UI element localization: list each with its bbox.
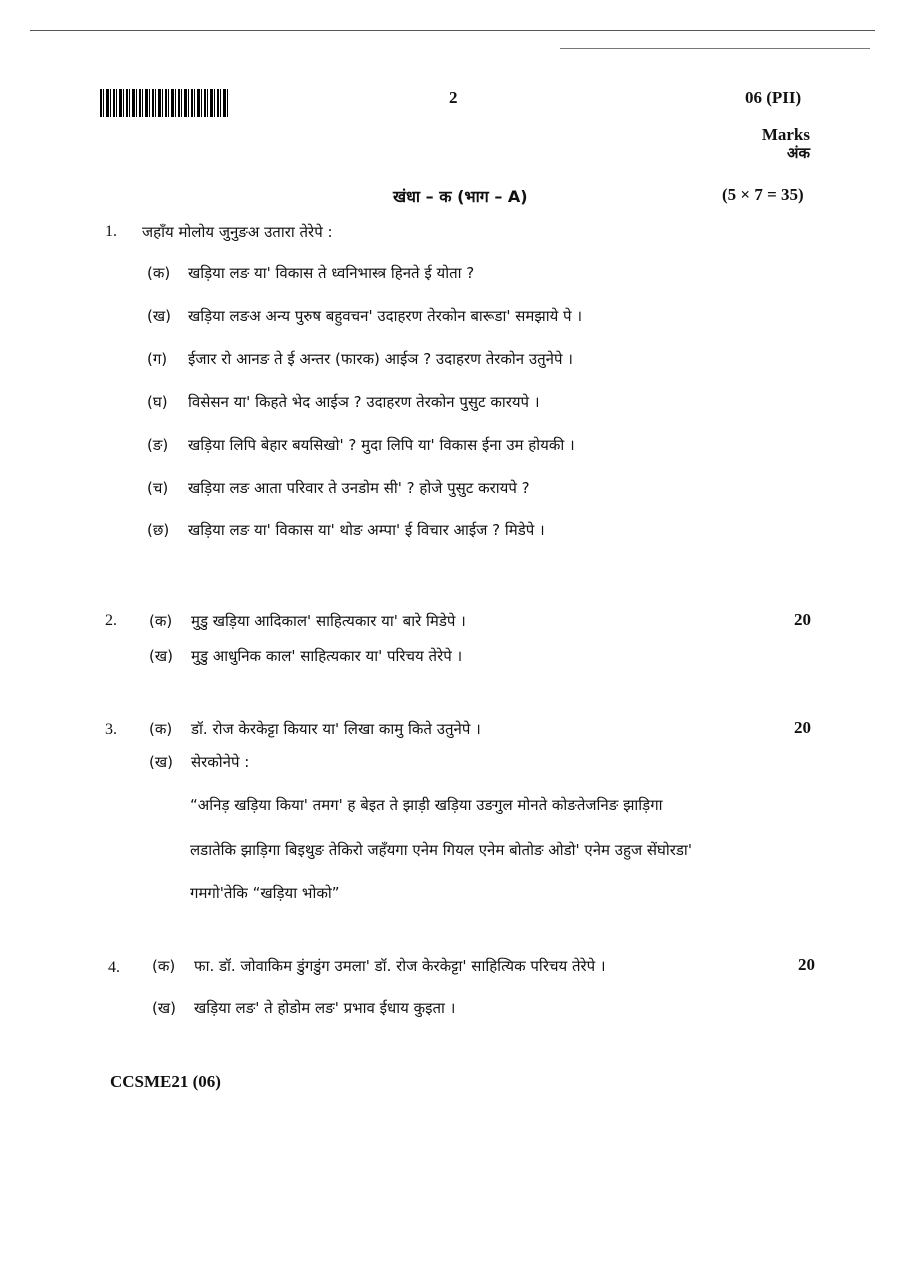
q2-item-text: मुडु खड़िया आदिकाल' साहित्यकार या' बारे मिडेपे ।: [191, 612, 466, 630]
q1-item-label: (ग): [147, 350, 168, 368]
q1-item-label: (ङ): [147, 436, 169, 454]
q1-number: 1.: [105, 223, 117, 240]
quote-line: “अनिड़ खड़िया किया' तमग' ह बेइत ते झाड़ी खड़िया उङगुल मोनते कोङतेजनिङ झाड़िगा: [190, 796, 663, 814]
q1-item-label: (च): [147, 479, 169, 497]
q1-item-text: विसेसन या' किहते भेद आईञ ? उदाहरण तेरकोन पुसुट कारयपे ।: [188, 393, 540, 411]
q3-item-label: (क): [149, 720, 173, 738]
top-rule: [30, 30, 875, 31]
q1-item-text: ईजार रो आनङ ते ई अन्तर (फारक) आईञ ? उदाहरण तेरकोन उतुनेपे ।: [188, 350, 573, 368]
q3-item-text: सेरकोनेपे :: [191, 753, 250, 771]
footer-code: CCSME21 (06): [110, 1072, 221, 1091]
q1-item-text: खड़िया लङ आता परिवार ते उनडोम सी' ? होजे पुसुट करायपे ?: [188, 479, 530, 497]
q2-marks: 20: [794, 610, 811, 629]
paper-code: 06 (PII): [745, 88, 802, 107]
marks-heading: [757, 125, 810, 163]
q3-number: 3.: [105, 721, 117, 738]
page-number: 2: [449, 88, 458, 107]
marks-label-hi: अंक: [787, 144, 810, 162]
q1-item-text: खड़िया लङ या' विकास या' थोङ अम्पा' ई विचार आईज ? मिडेपे ।: [188, 521, 545, 539]
q3-item-text: डॉ. रोज केरकेट्टा कियार या' लिखा कामु किते उतुनेपे ।: [191, 720, 481, 738]
q2-item-label: (क): [149, 612, 173, 630]
section-title: खंधा – क (भाग – A): [393, 187, 528, 206]
q4-item-label: (क): [152, 957, 176, 975]
q2-item-text: मुडु आधुनिक काल' साहित्यकार या' परिचय तेरेपे ।: [191, 647, 463, 665]
q1-item-label: (छ): [147, 521, 170, 539]
q3-item-label: (ख): [149, 753, 173, 771]
q4-number: 4.: [108, 959, 120, 976]
q4-item-text: फा. डॉ. जोवाकिम डुंगडुंग उमला' डॉ. रोज केरकेट्टा' साहित्यिक परिचय तेरेपे ।: [194, 957, 606, 975]
q2-item-label: (ख): [149, 647, 173, 665]
q4-marks: 20: [798, 955, 815, 974]
q4-item-text: खड़िया लङ' ते होडोम लङ' प्रभाव ईधाय कुइता ।: [194, 999, 456, 1017]
q1-item-label: (घ): [147, 393, 168, 411]
top-rule-secondary: [560, 48, 870, 49]
q2-number: 2.: [105, 612, 117, 629]
q1-item-label: (क): [147, 264, 171, 282]
q1-item-label: (ख): [147, 307, 171, 325]
marks-label-en: Marks: [761, 125, 810, 144]
q1-item-text: खड़िया लिपि बेहार बयसिखो' ? मुदा लिपि या' विकास ईना उम होयकी ।: [188, 436, 575, 454]
section-marks: (5 × 7 = 35): [722, 185, 804, 204]
q1-item-text: खड़िया लङअ अन्य पुरुष बहुवचन' उदाहरण तेरकोन बारूडा' समझाये पे ।: [188, 307, 583, 325]
q1-prompt: जहाँय मोलोय जुनुङअ उतारा तेरेपे :: [142, 223, 333, 241]
q1-item-text: खड़िया लङ या' विकास ते ध्वनिभास्त्र हिनते ई योता ?: [188, 264, 475, 282]
q3-marks: 20: [794, 718, 811, 737]
quote-line: गमगो'तेकि “खड़िया भोको”: [190, 884, 340, 902]
q4-item-label: (ख): [152, 999, 176, 1017]
quote-line: लडातेकि झाड़िगा बिइथुङ तेकिरो जहँयगा एनेम गियल एनेम बोतोङ ओडो' एनेम उहुज सेंघोरडा': [190, 841, 692, 859]
barcode: [100, 89, 230, 117]
